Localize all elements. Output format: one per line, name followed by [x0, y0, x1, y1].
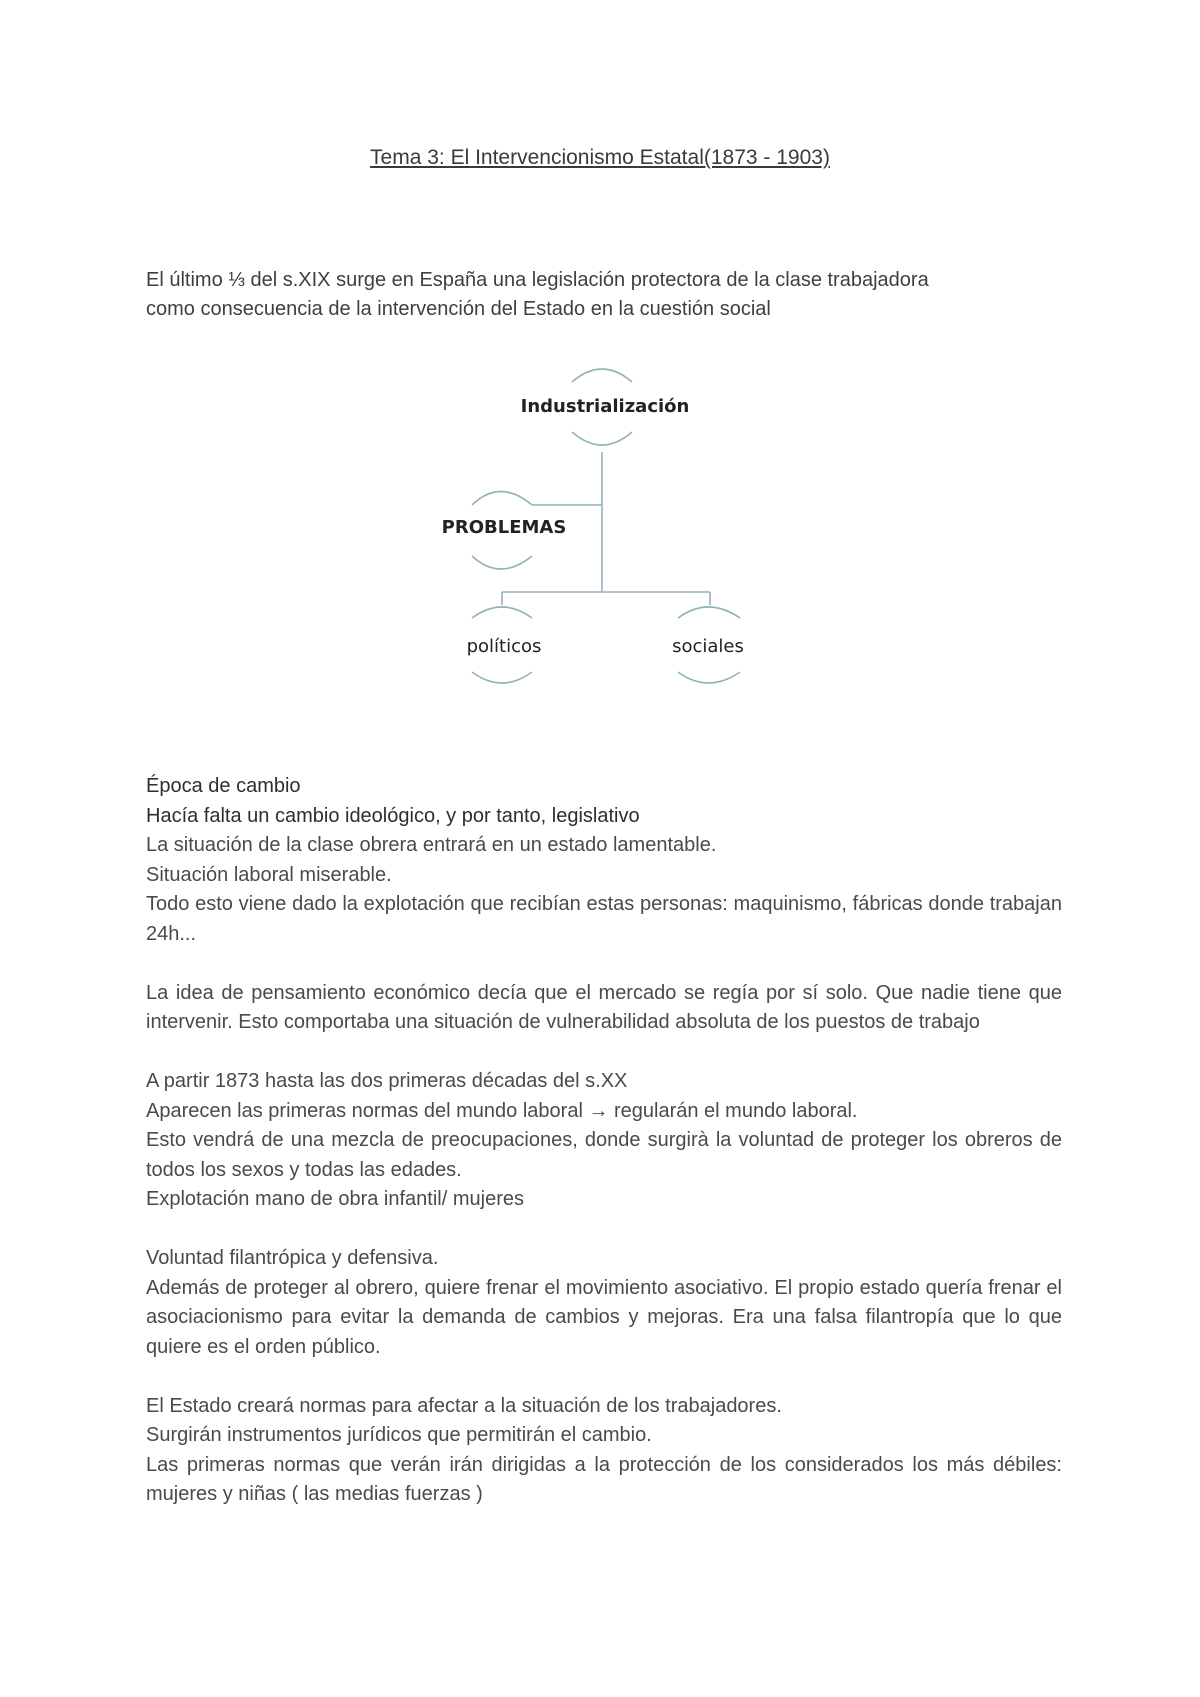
body-line: Voluntad filantrópica y defensiva. — [146, 1247, 439, 1269]
body-line: Surgirán instrumentos jurídicos que permitirán el cambio. — [146, 1424, 652, 1446]
body-line: El Estado creará normas para afectar a la situación de los trabajadores. — [146, 1394, 782, 1417]
page-title: Tema 3: El Intervencionismo Estatal(1873 - 1903) — [370, 146, 830, 169]
body-paragraph: La idea de pensamiento económico decía que el mercado se regía por sí solo. Que nadie tiene que intervenir. Esto comportaba una situación de vulnerabilidad absoluta de los puestos de trabajo — [146, 981, 1062, 1033]
intro-paragraph — [146, 266, 1066, 324]
body-paragraph: Las primeras normas que verán irán dirigidas a la protección de los considerados los más débiles: mujeres y niñas ( las medias fuerzas ) — [146, 1453, 1062, 1505]
left-leaf-bottom-arc — [472, 672, 532, 683]
body-line: Aparecen las primeras normas del mundo laboral → regularán el mundo laboral. — [146, 1099, 858, 1122]
diagram-problems-label: PROBLEMAS — [441, 517, 567, 538]
body-paragraph: Además de proteger al obrero, quiere frenar el movimiento asociativo. El propio estado quería frenar el asociacionismo para evitar la demanda de cambios y mejoras. Era una falsa filantropía que lo que quiere es el orden público. — [146, 1276, 1062, 1358]
body-paragraph: Todo esto viene dado la explotación que recibían estas personas: maquinismo, fábricas donde trabajan 24h... — [146, 893, 1062, 945]
problems-node-top-arc — [472, 492, 532, 506]
root-node-top-arc — [572, 369, 632, 382]
diagram-politicos-label: políticos — [466, 636, 542, 657]
body-line: Hacía falta un cambio ideológico, y por tanto, legislativo — [146, 804, 640, 827]
paragraph-gap — [146, 1215, 1062, 1245]
body-text — [146, 772, 1062, 1510]
right-leaf-bottom-arc — [678, 672, 740, 683]
body-paragraph: Esto vendrá de una mezcla de preocupaciones, donde surgirà la voluntad de proteger los obreros de todos los sexos y todas las edades. — [146, 1129, 1062, 1181]
right-leaf-top-arc — [678, 607, 740, 618]
problems-node-bottom-arc — [472, 556, 532, 569]
body-line: Explotación mano de obra infantil/ mujeres — [146, 1188, 524, 1210]
intro-line: El último ⅓ del s.XIX surge en España una legislación protectora de la clase trabajadora — [146, 269, 929, 291]
paragraph-gap — [146, 1362, 1062, 1392]
body-line: Época de cambio — [146, 775, 301, 797]
body-line: Situación laboral miserable. — [146, 863, 392, 886]
root-node-bottom-arc — [572, 432, 632, 445]
body-line: La situación de la clase obrera entrará en un estado lamentable. — [146, 834, 717, 856]
left-leaf-top-arc — [472, 607, 532, 618]
diagram-sociales-label: sociales — [672, 636, 744, 657]
problems-diagram — [420, 360, 780, 705]
paragraph-gap — [146, 1038, 1062, 1068]
intro-line: como consecuencia de la intervención del Estado en la cuestión social — [146, 298, 771, 320]
diagram-root-label: Industrialización — [520, 396, 690, 417]
body-line: A partir 1873 hasta las dos primeras décadas del s.XX — [146, 1070, 628, 1092]
paragraph-gap — [146, 949, 1062, 979]
